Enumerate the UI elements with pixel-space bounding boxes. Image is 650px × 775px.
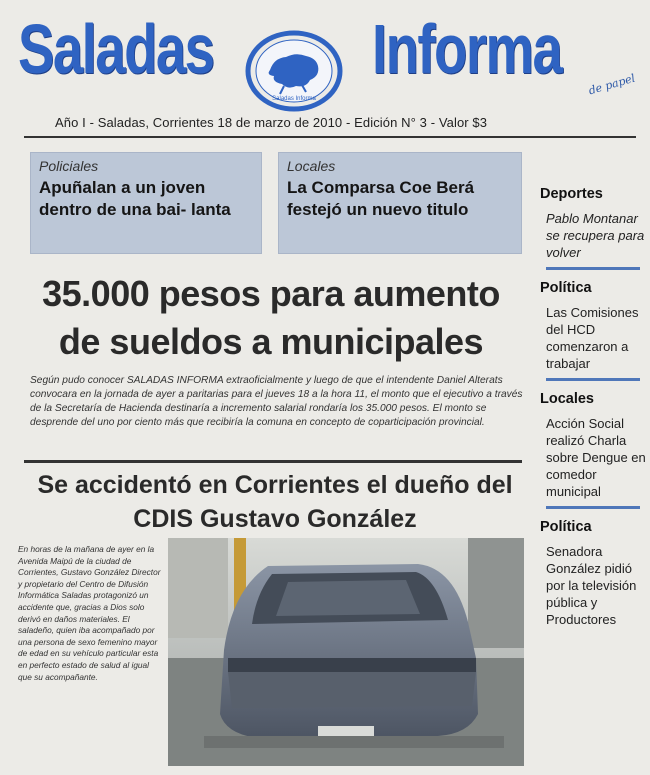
accident-car-photo [168,538,524,766]
top-story-headline: La Comparsa Coe Berá festejó un nuevo titulo [287,178,475,219]
section-rule [24,460,522,463]
second-story-body: En horas de la mañana de ayer en la Avenida Maipú de la ciudad de Corrientes, Gustavo González Director y propietario del Centro de Difusión Informática Saladas protagonizó un accidente que, gracias a Dios solo derivó en daños materiales. El saladeño, quien iba acompañado por una persona de sexo femenino mayor de edad en su vehículo particular esta en perfecto estado de salud al igual que su acompañante. [18,544,161,682]
sidebar-section: Locales [540,391,594,407]
sidebar-item[interactable]: Acción Social realizó Charla sobre Dengue en comedor municipal [546,416,646,499]
top-story-policiales[interactable] [30,152,262,254]
sidebar-divider [546,378,640,381]
sidebar-section: Política [540,280,592,296]
sidebar [530,186,648,634]
top-story-section: Locales [287,158,336,174]
main-lead: Según pudo conocer SALADAS INFORMA extraoficialmente y luego de que el intendente Daniel Alterats convocara en la jornada de ayer a paritarias para el jueves 18 a la hora 11, el monto que el ejecutivo a través de la Secretaría de Hacienda destinaría a incremento salarial rondaría los 35.000 pesos. El monto se desprende del uno por ciento más que recibiría la comuna en concepto de coparticipación provincial. [30,375,523,428]
masthead-rule [24,136,636,138]
top-story-headline: Apuñalan a un joven dentro de una bai- lanta [39,178,231,219]
sidebar-divider [546,267,640,270]
sidebar-item[interactable]: Las Comisiones del HCD comenzaron a trabajar [546,305,639,371]
sidebar-item[interactable]: Pablo Montanar se recupera para volver [546,211,645,260]
sidebar-divider [546,506,640,509]
masthead-title-left: Saladas [18,10,214,88]
top-story-section: Policiales [39,158,99,174]
second-headline[interactable]: Se accidentó en Corrientes el dueño del CDIS Gustavo González [37,471,513,533]
main-headline[interactable]: 35.000 pesos para aumento de sueldos a municipales [42,273,500,362]
sidebar-section: Deportes [540,186,603,202]
masthead-tagline: de papel [587,71,637,98]
top-story-locales[interactable] [278,152,522,254]
sidebar-section: Política [540,519,592,535]
sidebar-item[interactable]: Senadora González pidió por la televisión pública y Productores [546,544,637,627]
masthead-title-right: Informa [372,10,562,88]
issue-line: Año I - Saladas, Corrientes 18 de marzo de 2010 - Edición N° 3 - Valor $3 [55,115,488,130]
masthead-logo [244,30,344,112]
logo-caption: Saladas Informa [272,96,316,102]
